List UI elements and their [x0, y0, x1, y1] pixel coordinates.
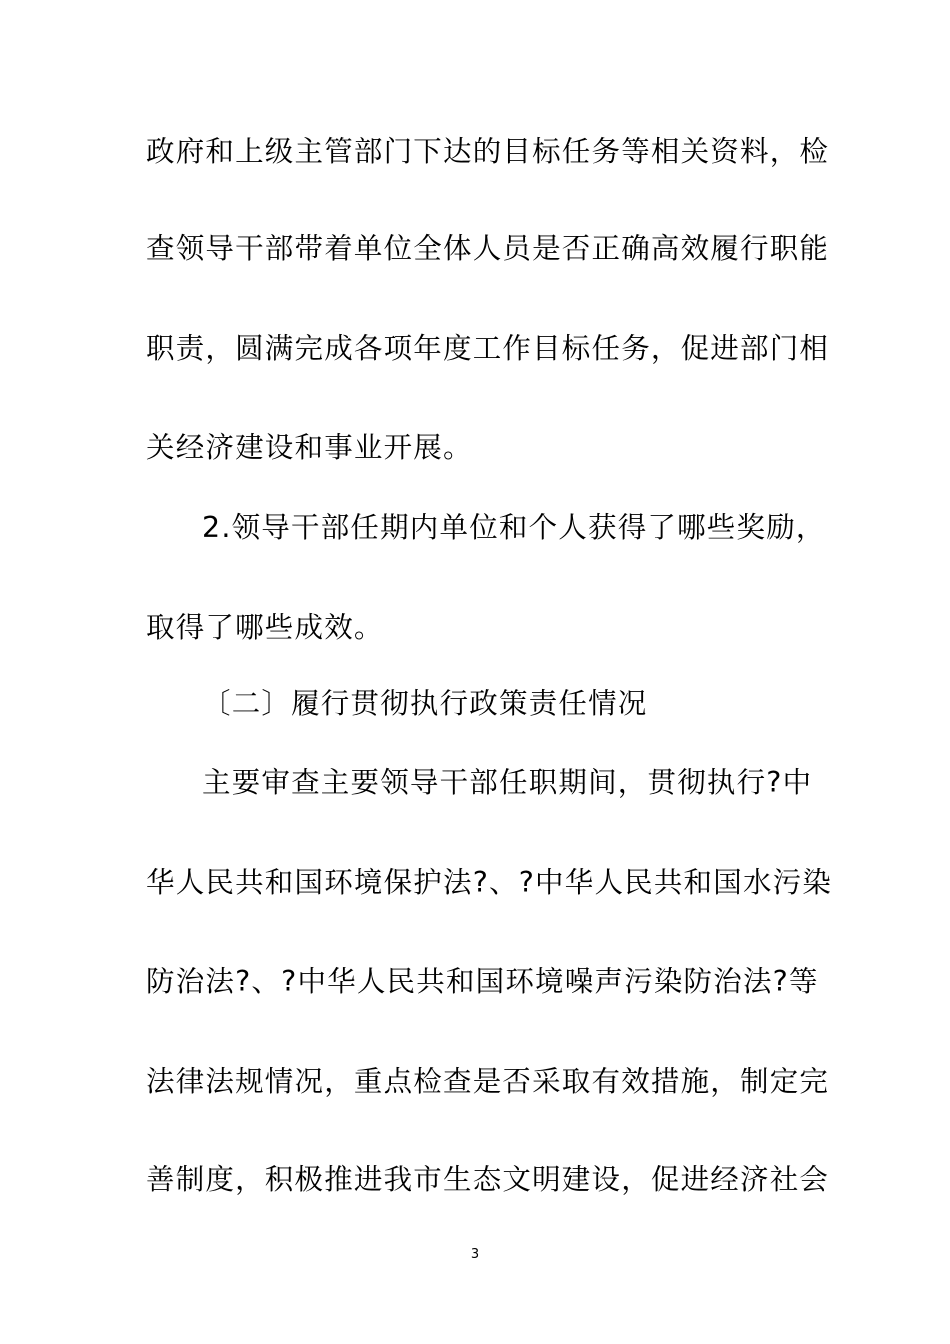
paragraph-start: 主要审查主要领导干部任职期间，贯彻执行?中 [202, 766, 813, 799]
page-number: 3 [470, 1247, 480, 1262]
section-heading: 〔二〕履行贯彻执行政策责任情况 [202, 687, 648, 720]
body-text-line: 政府和上级主管部门下达的目标任务等相关资料，检 [146, 135, 830, 168]
list-item-2: 2.领导干部任期内单位和个人获得了哪些奖励， [202, 511, 826, 544]
body-text-line: 防治法?、?中华人民共和国环境噪声污染防治法?等 [146, 965, 819, 998]
body-text-line: 取得了哪些成效。 [146, 611, 384, 644]
body-text-line: 法律法规情况，重点检查是否采取有效措施，制定完 [146, 1065, 830, 1098]
body-text-line: 华人民共和国环境保护法?、?中华人民共和国水污染 [146, 866, 833, 899]
body-text-line: 善制度，积极推进我市生态文明建设，促进经济社会 [146, 1163, 830, 1196]
body-text-line: 关经济建设和事业开展。 [146, 431, 473, 464]
body-text-line: 职责，圆满完成各项年度工作目标任务，促进部门相 [146, 332, 830, 365]
body-text-line: 查领导干部带着单位全体人员是否正确高效履行职能 [146, 232, 830, 265]
